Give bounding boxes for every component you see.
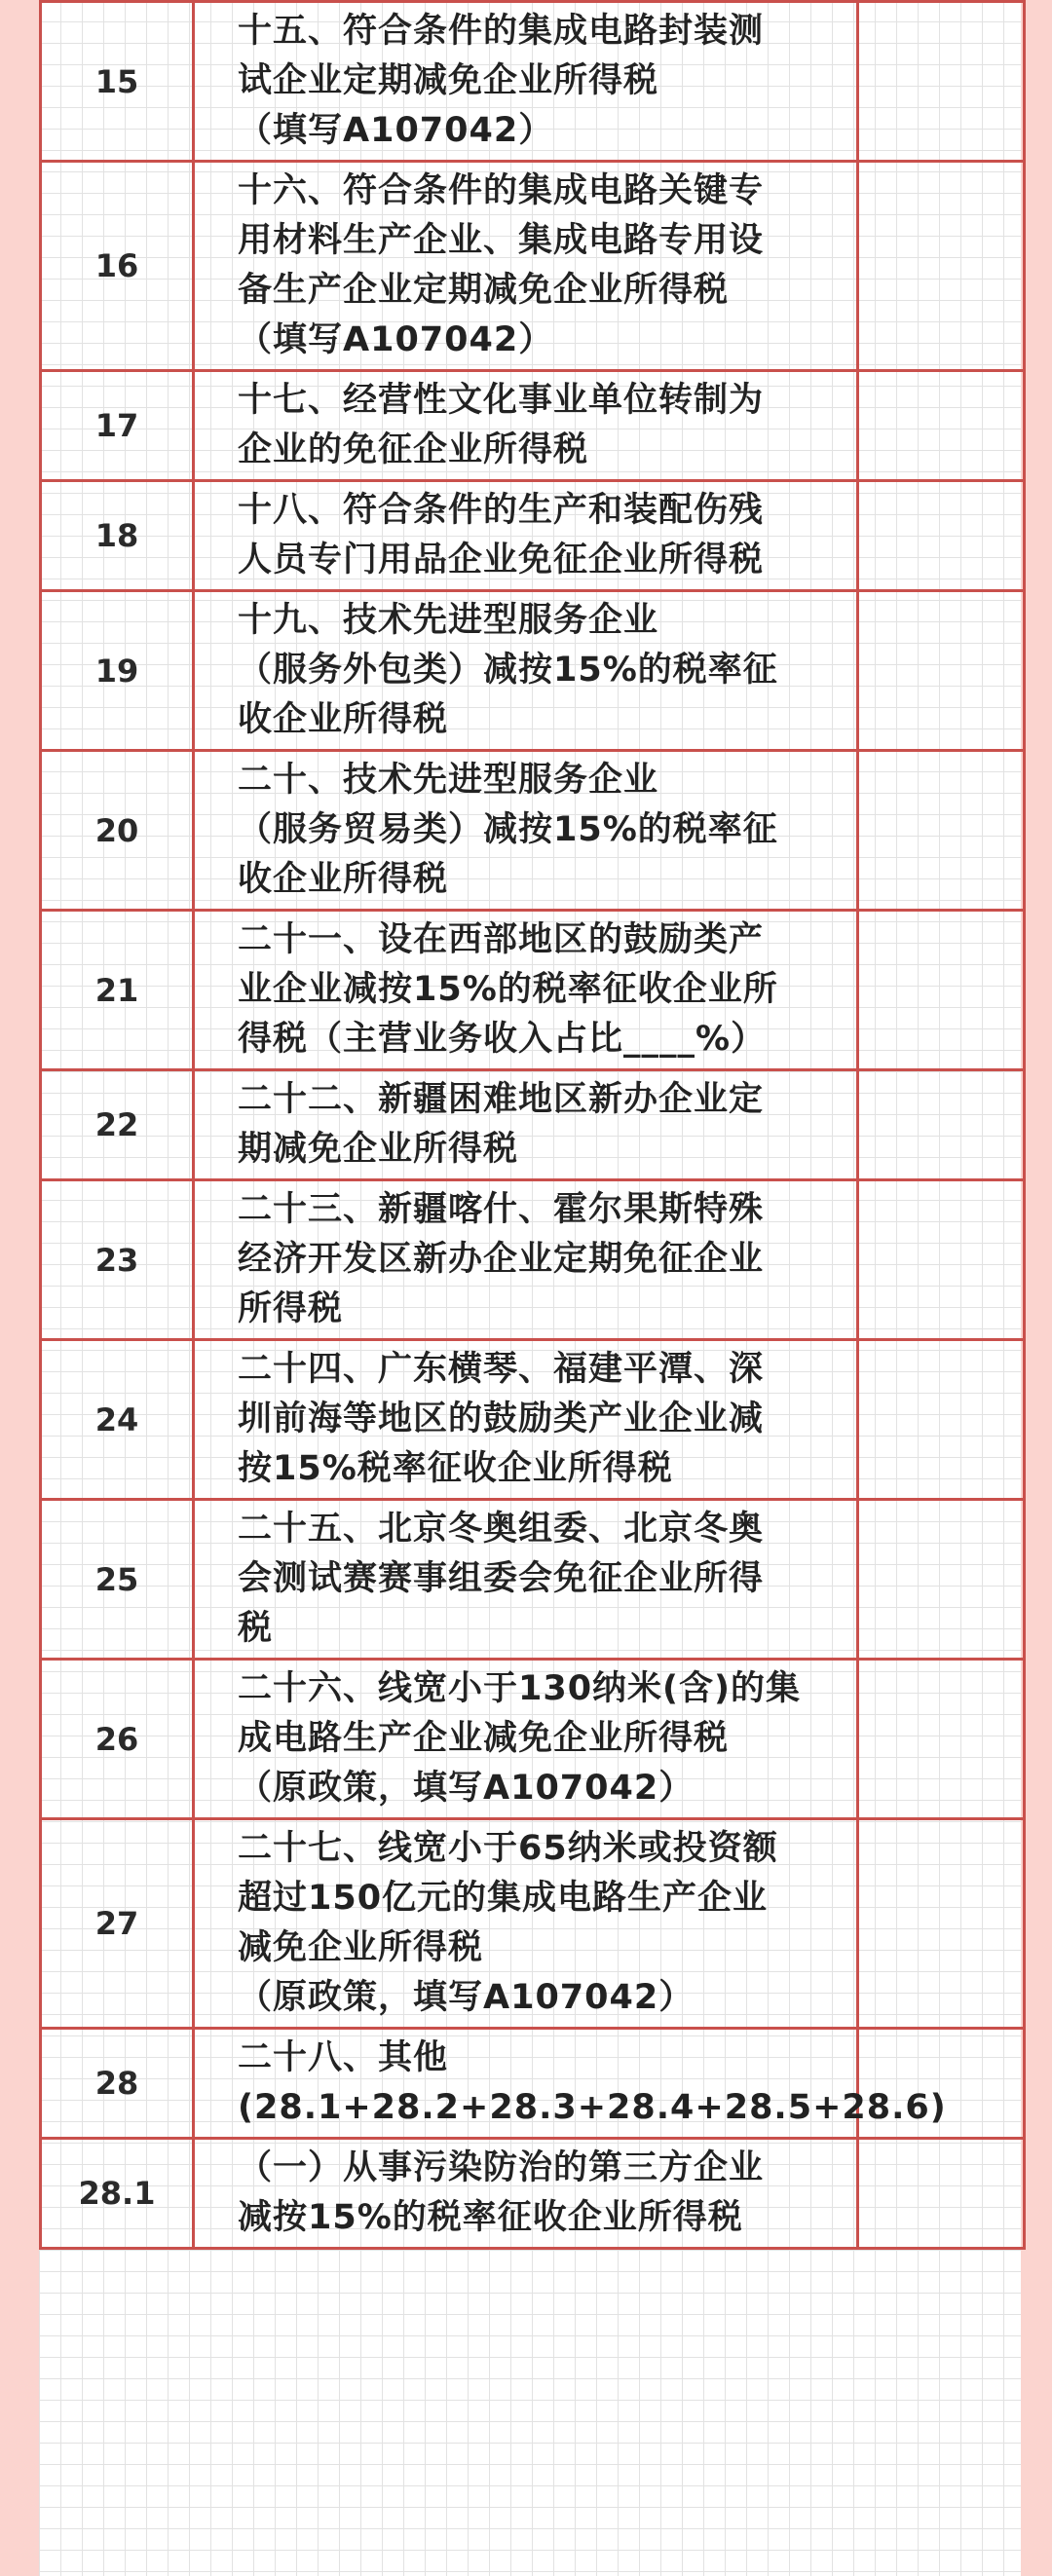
item-name-line: （填写A107042） [238, 320, 554, 359]
item-name-line: 圳前海等地区的鼓励类产业企业减 [238, 1400, 765, 1438]
amount-cell [858, 162, 1025, 371]
row-number: 20 [41, 751, 194, 911]
row-item-name [194, 1070, 858, 1180]
row-item-name [194, 1819, 858, 2029]
row-number: 18 [41, 481, 194, 591]
item-name-line: （原政策，填写A107042） [238, 1978, 695, 2017]
item-name-line: （服务贸易类）减按15%的税率征 [238, 810, 778, 849]
row-item-name [194, 1180, 858, 1340]
row-item-name [194, 911, 858, 1070]
item-name-line: 人员专门用品企业免征企业所得税 [238, 541, 765, 579]
item-name-line: 会测试赛赛事组委会免征企业所得 [238, 1559, 765, 1598]
row-item-name [194, 751, 858, 911]
row-item-name [194, 162, 858, 371]
amount-cell [858, 1660, 1025, 1819]
row-number: 21 [41, 911, 194, 1070]
tax-reduction-table [39, 0, 1026, 2250]
amount-cell [858, 751, 1025, 911]
row-number: 27 [41, 1819, 194, 2029]
amount-cell [858, 1070, 1025, 1180]
table-row [41, 2, 1025, 162]
row-item-name [194, 1500, 858, 1660]
row-item-name [194, 1660, 858, 1819]
row-number: 28.1 [41, 2139, 194, 2249]
item-name-line: 二十六、线宽小于130纳米(含)的集 [238, 1669, 802, 1708]
item-name-line: 十九、技术先进型服务企业 [238, 601, 659, 640]
amount-cell [858, 2, 1025, 162]
row-item-name [194, 1340, 858, 1500]
item-name-line: （填写A107042） [238, 111, 554, 150]
item-name-line: 期减免企业所得税 [238, 1130, 519, 1169]
row-item-name [194, 371, 858, 481]
amount-cell [858, 1340, 1025, 1500]
table-row [41, 1660, 1025, 1819]
amount-cell [858, 1180, 1025, 1340]
item-name-line: 十六、符合条件的集成电路关键专 [238, 171, 765, 210]
item-name-line: （原政策，填写A107042） [238, 1769, 695, 1808]
table-row [41, 2029, 1025, 2139]
item-name-line: 十八、符合条件的生产和装配伤残 [238, 491, 765, 530]
row-number: 16 [41, 162, 194, 371]
item-name-line: 减按15%的税率征收企业所得税 [238, 2198, 743, 2237]
item-name-line: 业企业减按15%的税率征收企业所 [238, 970, 778, 1009]
item-name-line: 二十七、线宽小于65纳米或投资额 [238, 1829, 778, 1868]
row-number: 23 [41, 1180, 194, 1340]
row-number: 26 [41, 1660, 194, 1819]
item-name-line: 超过150亿元的集成电路生产企业 [238, 1879, 769, 1918]
table-row [41, 1500, 1025, 1660]
item-name-line: 二十二、新疆困难地区新办企业定 [238, 1080, 765, 1119]
table-row [41, 162, 1025, 371]
amount-cell [858, 2139, 1025, 2249]
item-name-line: 得税（主营业务收入占比____%） [238, 1020, 767, 1059]
item-name-line: 试企业定期减免企业所得税 [238, 61, 659, 100]
item-name-line: （服务外包类）减按15%的税率征 [238, 651, 778, 690]
row-number: 17 [41, 371, 194, 481]
row-item-name [194, 591, 858, 751]
item-name-line: 二十、技术先进型服务企业 [238, 761, 659, 800]
item-name-line: 备生产企业定期减免企业所得税 [238, 271, 730, 310]
table-row [41, 1819, 1025, 2029]
row-item-name [194, 2, 858, 162]
item-name-line: 二十三、新疆喀什、霍尔果斯特殊 [238, 1190, 765, 1229]
item-name-line: （一）从事污染防治的第三方企业 [238, 2148, 765, 2187]
item-name-line: 税 [238, 1609, 274, 1648]
row-number: 15 [41, 2, 194, 162]
item-name-line: 按15%税率征收企业所得税 [238, 1449, 673, 1488]
item-name-line: 二十五、北京冬奥组委、北京冬奥 [238, 1510, 765, 1549]
amount-cell [858, 591, 1025, 751]
table-row [41, 2139, 1025, 2249]
item-name-line: (28.1+28.2+28.3+28.4+28.5+28.6) [238, 2088, 947, 2127]
grid-paper-sheet [39, 0, 1021, 2576]
table-row [41, 371, 1025, 481]
item-name-line: 十五、符合条件的集成电路封装测 [238, 12, 765, 51]
item-name-line: 收企业所得税 [238, 700, 449, 739]
item-name-line: 二十八、其他 [238, 2038, 449, 2077]
row-number: 25 [41, 1500, 194, 1660]
table-row [41, 1180, 1025, 1340]
item-name-line: 减免企业所得税 [238, 1928, 484, 1967]
amount-cell [858, 1819, 1025, 2029]
row-number: 24 [41, 1340, 194, 1500]
row-number: 19 [41, 591, 194, 751]
row-item-name [194, 2029, 947, 2139]
row-item-name [194, 481, 858, 591]
item-name-line: 收企业所得税 [238, 860, 449, 899]
table-row [41, 591, 1025, 751]
item-name-line: 企业的免征企业所得税 [238, 430, 589, 469]
amount-cell [858, 1500, 1025, 1660]
item-name-line: 所得税 [238, 1289, 344, 1328]
amount-cell [858, 481, 1025, 591]
table-row [41, 1070, 1025, 1180]
item-name-line: 二十一、设在西部地区的鼓励类产 [238, 920, 765, 959]
row-number: 22 [41, 1070, 194, 1180]
table-row [41, 751, 1025, 911]
table-row [41, 481, 1025, 591]
row-item-name [194, 2139, 858, 2249]
amount-cell [858, 911, 1025, 1070]
item-name-line: 经济开发区新办企业定期免征企业 [238, 1240, 765, 1279]
item-name-line: 十七、经营性文化事业单位转制为 [238, 381, 765, 420]
item-name-line: 二十四、广东横琴、福建平潭、深 [238, 1350, 765, 1389]
table-row [41, 911, 1025, 1070]
amount-cell [858, 371, 1025, 481]
row-number: 28 [41, 2029, 194, 2139]
item-name-line: 成电路生产企业减免企业所得税 [238, 1719, 730, 1758]
item-name-line: 用材料生产企业、集成电路专用设 [238, 221, 765, 260]
table-row [41, 1340, 1025, 1500]
